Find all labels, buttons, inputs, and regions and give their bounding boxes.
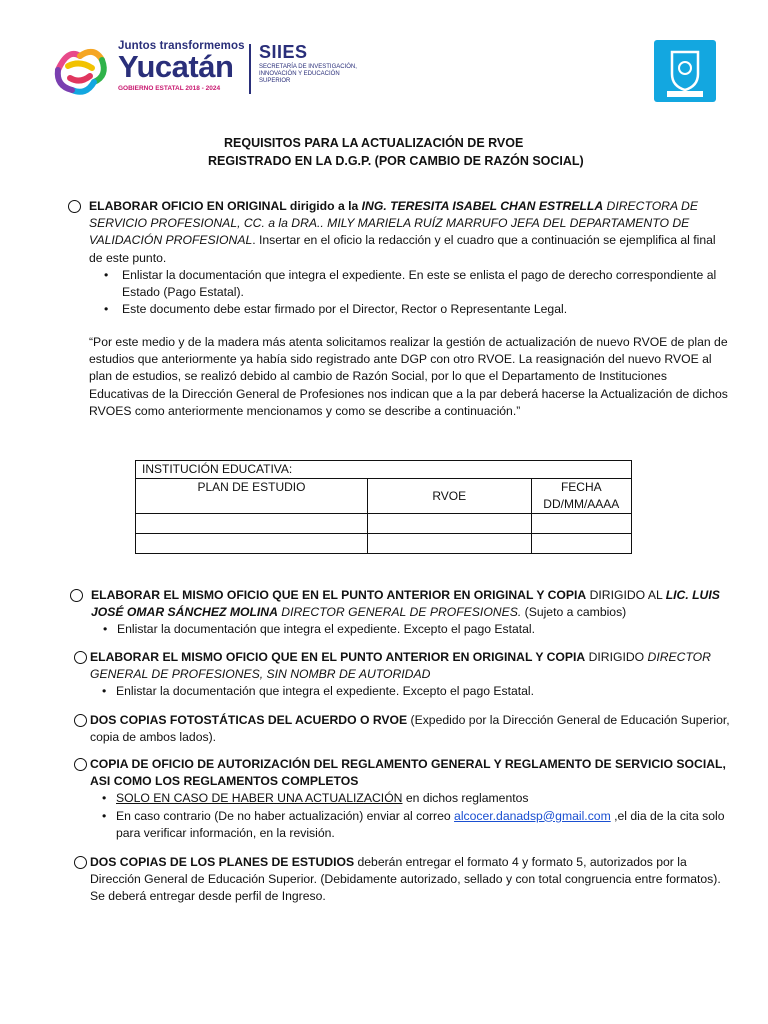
- sample-letter-quote: “Por este medio y de la madera más atenta solicitamos realizar la gestión de actualización de nuevo RVOE de plan de estudios que anteriormente ya había sido registrado ante DGP con otro RVOE. La reasignación del nuevo RVOE al plan de estudios, se realizó debido al cambio de Razón Social, por lo que el Departamento de Instituciones Educativas de la Dirección General de Profesiones nos indican que a la par deberá hacerse la Actualización de dichos RVOES como anteriormente mencionamos y como se describe a continuación.”: [89, 335, 728, 418]
- radio-circle-item-1: [68, 200, 81, 213]
- shield-icon: [654, 40, 716, 102]
- item-2-recipient-title: DIRECTOR GENERAL DE PROFESIONES.: [277, 605, 522, 620]
- item-3-bullets: [98, 683, 730, 700]
- brand-tagline: Juntos transformemos: [118, 40, 245, 52]
- table-cell: [136, 534, 368, 554]
- item-1-bold: ELABORAR OFICIO EN ORIGINAL dirigido a la: [89, 199, 362, 213]
- table-cell: [367, 514, 531, 534]
- radio-circle-item-2: [70, 589, 83, 602]
- table-header-fecha-label: FECHA: [560, 480, 602, 494]
- state-shield-logo: [654, 40, 716, 102]
- table-institution: INSTITUCIÓN EDUCATIVA:: [136, 461, 632, 479]
- item-5-bullet-2: [98, 808, 730, 842]
- requirement-item-4: [90, 712, 730, 746]
- siies-line-1: SECRETARÍA DE INVESTIGACIÓN,: [259, 64, 357, 70]
- item-2-text: [91, 587, 731, 621]
- item-3-bold: ELABORAR EL MISMO OFICIO QUE EN EL PUNTO ANTERIOR EN ORIGINAL Y COPIA: [90, 650, 586, 664]
- item-2-bullets: [99, 621, 731, 638]
- table-cell: [531, 514, 631, 534]
- item-1-instructions: . Insertar en el oficio la redacción y el cuadro que a continuación se ejemplifica al final de este punto.: [89, 233, 716, 265]
- item-5-bullets: [98, 790, 730, 842]
- item-3-text: [90, 649, 730, 683]
- item-2-recipient: LIC. LUIS JOSÉ OMAR SÁNCHEZ MOLINA: [91, 588, 720, 620]
- item-4-bold: DOS COPIAS FOTOSTÁTICAS DEL ACUERDO O RVOE: [90, 713, 408, 727]
- requirement-item-6: [90, 854, 730, 906]
- item-2-note: (Sujeto a cambios): [521, 605, 627, 620]
- item-1-bullet-1: • Enlistar la documentación que integra el expediente. En este se enlista el pago de derecho correspondiente al Estado (Pago Estatal).: [86, 267, 729, 301]
- item-5-bullet-2-start: En caso contrario (De no haber actualización) enviar al correo: [116, 808, 455, 823]
- table-cell: [531, 534, 631, 554]
- item-2-bold: ELABORAR EL MISMO OFICIO QUE EN EL PUNTO ANTERIOR EN ORIGINAL Y COPIA: [91, 588, 587, 602]
- item-6-bold: DOS COPIAS DE LOS PLANES DE ESTUDIOS: [90, 855, 355, 869]
- header-divider: [249, 44, 251, 94]
- table-header-rvoe: RVOE: [367, 479, 531, 514]
- brand-block: [118, 40, 245, 93]
- item-2-normal: DIRIGIDO AL: [586, 588, 666, 602]
- brand-name: Yucatán: [118, 49, 234, 84]
- item-5-underlined: SOLO EN CASO DE HABER UNA ACTUALIZACIÓN: [116, 791, 403, 806]
- table-row: [136, 534, 632, 554]
- item-5-bullet-1: [98, 790, 730, 807]
- table-header-plan: PLAN DE ESTUDIO: [136, 479, 368, 514]
- item-1-recipient-title: DIRECTORA DE SERVICIO PROFESIONAL, CC. a la DRA.. MILY MARIELA RUÍZ MARRUFO JEFA DEL DEPARTAMENTO DE VALIDACIÓN PROFESIONAL: [89, 199, 698, 248]
- radio-circle-item-5: [74, 758, 87, 771]
- item-5-bold: COPIA DE OFICIO DE AUTORIZACIÓN DEL REGLAMENTO GENERAL Y REGLAMENTO DE SERVICIO SOCIAL, ASI COMO LOS REGLAMENTOS COMPLETOS: [90, 757, 726, 789]
- item-2-bullet-1: • Enlistar la documentación que integra el expediente. Excepto el pago Estatal.: [99, 621, 731, 638]
- requirement-item-2: [91, 587, 731, 639]
- requirement-item-1: [89, 198, 729, 318]
- item-5-bullet-2-end: ,el dia de la cita solo para verificar información, en la revisión.: [116, 808, 725, 840]
- table-header-fecha-format: DD/MM/AAAA: [543, 497, 620, 511]
- table-cell: [136, 514, 368, 534]
- item-1-bullets: [86, 267, 729, 319]
- brand-period: GOBIERNO ESTATAL 2018 - 2024: [118, 85, 221, 92]
- item-1-bullet-2: • Este documento debe estar firmado por el Director, Rector o Representante Legal.: [86, 301, 729, 318]
- siies-subtitle: [259, 64, 357, 85]
- item-1-text: [89, 198, 729, 267]
- title-line-1: REQUISITOS PARA LA ACTUALIZACIÓN DE RVOE: [224, 136, 524, 150]
- email-link[interactable]: alcocer.danadsp@gmail.com: [454, 808, 611, 823]
- siies-line-3: SUPERIOR: [259, 78, 291, 84]
- requirement-item-3: [90, 649, 730, 701]
- table-cell: [367, 534, 531, 554]
- item-6-detail: deberán entregar el formato 4 y formato 5, autorizados por la Dirección General de Educación Superior. (Debidamente autorizado, sellado y con total congruencia entre formatos). Se deberá entregar desde perfil de Ingreso.: [90, 855, 721, 904]
- siies-line-2: INNOVACIÓN Y EDUCACIÓN: [259, 71, 340, 77]
- radio-circle-item-4: [74, 714, 87, 727]
- siies-block: [259, 42, 357, 85]
- table-header-fecha: [531, 479, 631, 514]
- radio-circle-item-3: [74, 651, 87, 664]
- rvoe-table: [135, 460, 632, 554]
- radio-circle-item-6: [74, 856, 87, 869]
- item-5-bullet-1-rest: en dichos reglamentos: [402, 791, 529, 806]
- siies-title: SIIES: [259, 42, 308, 62]
- item-3-recipient: DIRECTOR GENERAL DE PROFESIONES, SIN NOMBR DE AUTORIDAD: [90, 650, 711, 682]
- yucatan-logo-icon: [48, 38, 112, 102]
- item-3-normal: DIRIGIDO: [585, 650, 648, 664]
- item-3-bullet-1: • Enlistar la documentación que integra el expediente. Excepto el pago Estatal.: [98, 683, 730, 700]
- item-4-detail: (Expedido por la Dirección General de Educación Superior, copia de ambos lados).: [90, 713, 730, 745]
- requirement-item-5: [90, 756, 730, 842]
- title-line-2: REGISTRADO EN LA D.G.P. (POR CAMBIO DE RAZÓN SOCIAL): [208, 154, 584, 168]
- table-row: [136, 514, 632, 534]
- item-1-recipient: ING. TERESITA ISABEL CHAN ESTRELLA: [361, 199, 604, 213]
